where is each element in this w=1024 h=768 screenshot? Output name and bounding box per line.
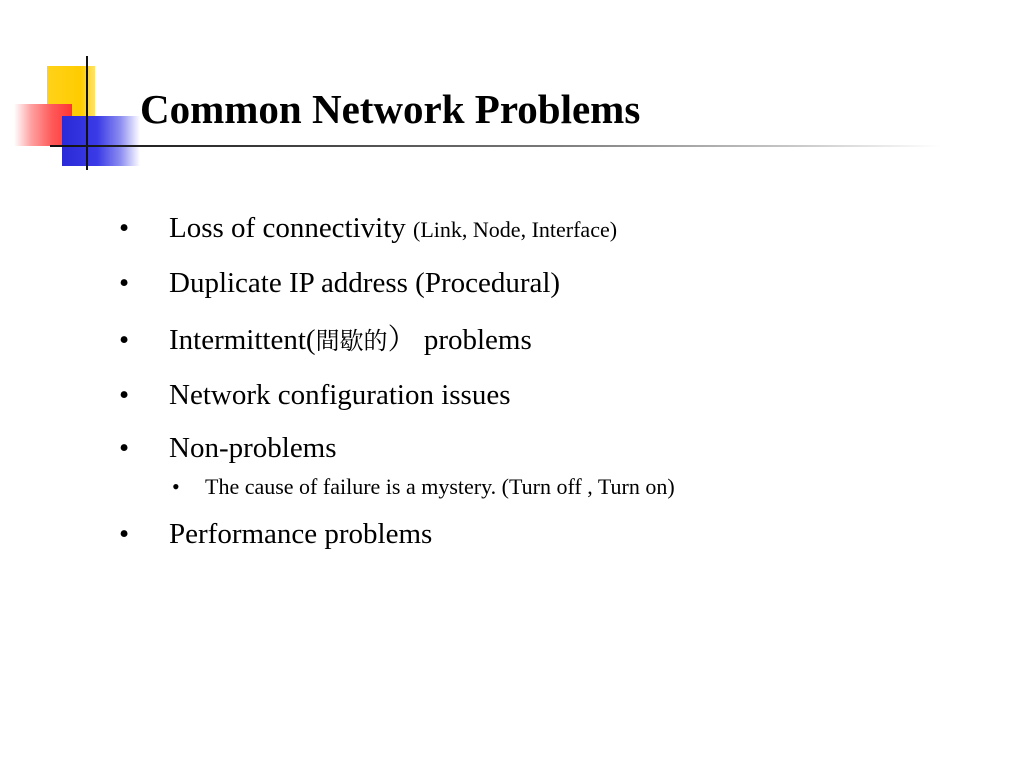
- bullet-icon: •: [119, 324, 130, 356]
- bullet-text: Network configuration issues: [169, 379, 511, 411]
- bullet-text: Duplicate IP address (Procedural): [169, 267, 561, 299]
- bullet-item-loss-of-connectivity: [117, 210, 675, 248]
- bullet-icon: •: [119, 432, 130, 464]
- bullet-text-suffix: ） problems: [387, 324, 532, 356]
- bullet-item-non-problems: [117, 430, 675, 466]
- bullet-item-duplicate-ip: [117, 265, 675, 301]
- bullet-note: (Link, Node, Interface): [413, 217, 618, 242]
- bullet-item-performance-problems: [117, 516, 675, 552]
- sub-bullet-item-cause-of-failure: [117, 472, 675, 502]
- bullet-icon: •: [119, 212, 130, 244]
- sub-bullet-text: The cause of failure is a mystery. (Turn off , Turn on): [205, 474, 675, 499]
- bullet-item-intermittent: [117, 322, 675, 359]
- bullet-icon: •: [119, 518, 130, 550]
- bullet-icon: •: [119, 379, 130, 411]
- bullet-text: Intermittent(: [169, 324, 316, 356]
- slide-title: Common Network Problems: [140, 86, 641, 132]
- sub-bullet-icon: •: [172, 474, 180, 499]
- bullet-text: Performance problems: [169, 518, 433, 550]
- bullet-text: Loss of connectivity: [169, 212, 406, 244]
- logo-vertical-line: [86, 56, 88, 170]
- title-underline: [50, 145, 940, 147]
- bullet-icon: •: [119, 267, 130, 299]
- bullet-list: [117, 210, 675, 552]
- bullet-item-network-configuration: [117, 377, 675, 413]
- bullet-text: Non-problems: [169, 432, 337, 464]
- bullet-cjk-text: 間歇的: [315, 327, 388, 355]
- logo-blue-square: [62, 116, 140, 166]
